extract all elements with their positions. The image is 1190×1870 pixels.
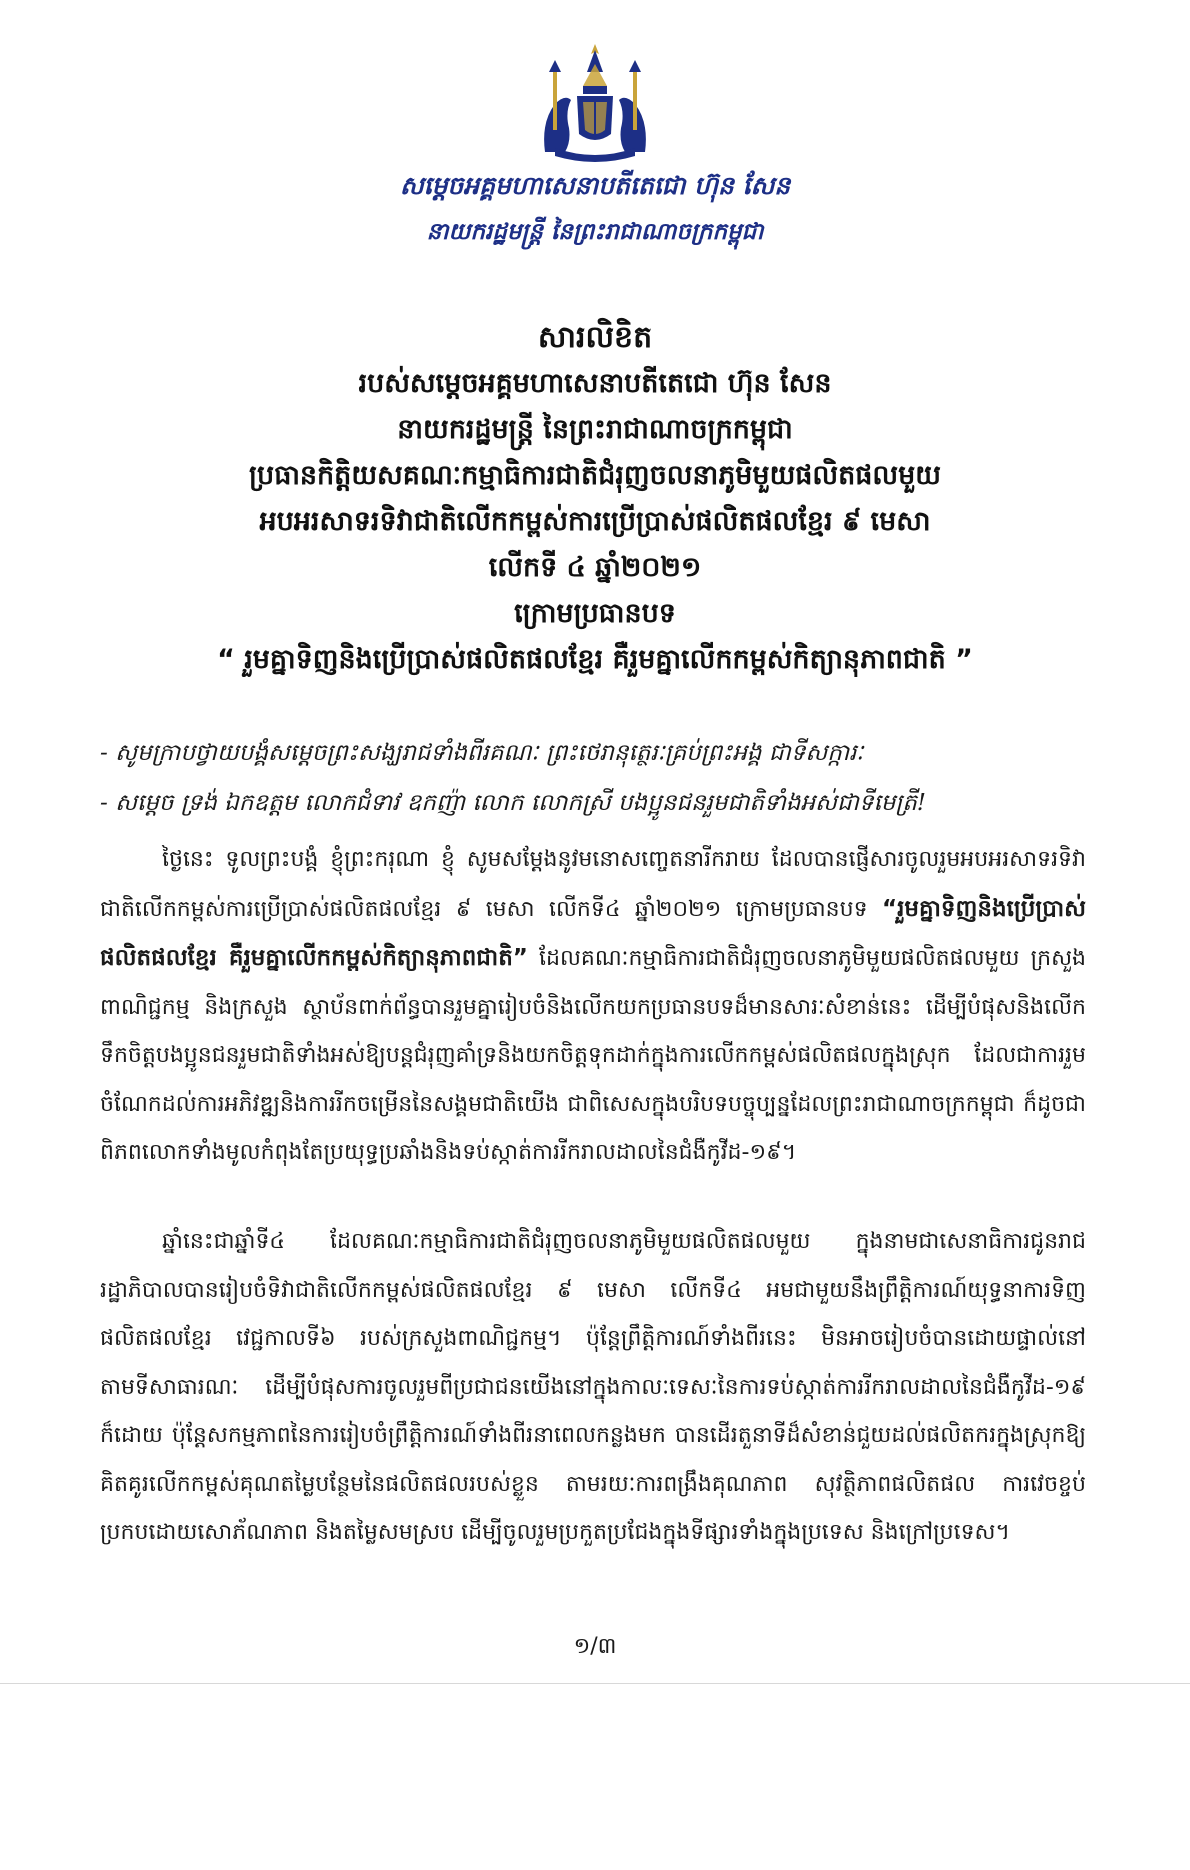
paragraph-theme-text: “រួមគ្នាទិញនិងប្រើប្រាស់ផលិតផលខ្មែរ គឺរួមគ្នាលើកកម្ពស់កិត្យានុភាពជាតិ”: [100, 895, 1086, 971]
title-line: ក្រោមប្រធានបទ: [514, 598, 676, 629]
page-bottom-divider: [0, 1683, 1190, 1684]
issuer-title: នាយករដ្ឋមន្ត្រី នៃព្រះរាជាណាចក្រកម្ពុជា: [426, 218, 764, 245]
title-line: អបអរសាទរទិវាជាតិលើកកម្ពស់ការប្រើប្រាស់ផលិតផលខ្មែរ ៩ មេសា: [259, 506, 931, 537]
page-number: ១/៣: [573, 1634, 617, 1659]
document-title: សារលិខិត: [537, 320, 653, 355]
title-line: របស់សម្តេចអគ្គមហាសេនាបតីតេជោ ហ៊ុន សែន: [358, 368, 832, 399]
body-paragraph: [100, 836, 1086, 1178]
issuer-name: សម្តេចអគ្គមហាសេនាបតីតេជោ ហ៊ុន សែន: [399, 171, 791, 200]
royal-emblem-icon: [525, 42, 665, 164]
theme-title-line: “ រួមគ្នាទិញនិងប្រើប្រាស់ផលិតផលខ្មែរ គឺរួមគ្នាលើកកម្ពស់កិត្យានុភាពជាតិ ”: [217, 644, 973, 675]
title-line: ប្រធានកិត្តិយសគណៈកម្មាធិការជាតិជំរុញចលនាភូមិមួយផលិតផលមួយ: [249, 460, 941, 491]
title-line: លើកទី ៤ ឆ្នាំ២០២១: [488, 552, 702, 583]
paragraph-text: ឆ្នាំនេះជាឆ្នាំទី៤ ដែលគណៈកម្មាធិការជាតិជំរុញចលនាភូមិមួយផលិតផលមួយ ក្នុងនាមជាសេនាធិការជូនរាជរដ្ឋាភិបាលបានរៀបចំទិវាជាតិលើកកម្ពស់ផលិតផលខ្មែរ ៩ មេសា លើកទី៤ អមជាមួយនឹងព្រឹត្តិការណ៍យុទ្ធនាការទិញផលិតផលខ្មែរ វេជ្ជកាលទី៦ របស់ក្រសួងពាណិជ្ជកម្ម។ ប៉ុន្តែព្រឹត្តិការណ៍ទាំងពីរនេះ មិនអាចរៀបចំបានដោយផ្ទាល់នៅតាមទីសាធារណៈ ដើម្បីបំផុសការចូលរួមពីប្រជាជនយើងនៅក្នុងកាលៈទេសៈនៃការទប់ស្កាត់ការរីករាលដាលនៃជំងឺកូវីដ-១៩ ក៏ដោយ ប៉ុន្តែសកម្មភាពនៃការរៀបចំព្រឹត្តិការណ៍ទាំងពីរនាពេលកន្លងមក បានដើរតួនាទីដ៏សំខាន់ជួយដល់ផលិតករក្នុងស្រុកឱ្យគិតគូរលើកកម្ពស់គុណតម្លៃបន្ថែមនៃផលិតផលរបស់ខ្លួន តាមរយៈការពង្រឹងគុណភាព សុវត្ថិភាពផលិតផល ការវេចខ្ចប់ប្រកបដោយសោភ័ណភាព និងតម្លៃសមស្រប ដើម្បីចូលរួមប្រកួតប្រជែងក្នុងទីផ្សារទាំងក្នុងប្រទេស និងក្រៅប្រទេស។: [100, 1229, 1086, 1545]
greetings-block: [100, 728, 1100, 828]
document-title-block: [120, 315, 1070, 683]
title-line: នាយករដ្ឋមន្ត្រី នៃព្រះរាជាណាចក្រកម្ពុជា: [397, 414, 793, 445]
greeting-line: - សម្តេច ទ្រង់ ឯកឧត្តម លោកជំទាវ ឧកញ៉ា លោក លោកស្រី បងប្អូនជនរួមជាតិទាំងអស់ជាទីមេត្រី!: [100, 790, 927, 816]
body-paragraph: [100, 1218, 1086, 1558]
greeting-line: - សូមក្រាបថ្វាយបង្គំសម្តេចព្រះសង្ឃរាជទាំងពីរគណៈ ព្រះថេរានុត្ថេរៈគ្រប់ព្រះអង្គ ជាទីសក្ការៈ: [100, 740, 864, 766]
paragraph-text: ដែលគណៈកម្មាធិការជាតិជំរុញចលនាភូមិមួយផលិតផលមួយ ក្រសួងពាណិជ្ជកម្ម និងក្រសួង ស្ថាប័នពាក់ព័ន្ធបានរួមគ្នារៀបចំនិងលើកយកប្រធានបទដ៏មានសារៈសំខាន់នេះ ដើម្បីបំផុសនិងលើកទឹកចិត្តបងប្អូនជនរួមជាតិទាំងអស់ឱ្យបន្តជំរុញគាំទ្រនិងយកចិត្តទុកដាក់ក្នុងការលើកកម្ពស់ផលិតផលក្នុងស្រុក ដែលជាការរួមចំណែកដល់ការអភិវឌ្ឍនិងការរីកចម្រើននៃសង្គមជាតិយើង ជាពិសេសក្នុងបរិបទបច្ចុប្បន្នដែលព្រះរាជាណាចក្រកម្ពុជា ក៏ដូចជាពិភពលោកទាំងមូលកំពុងតែប្រយុទ្ធប្រឆាំងនិងទប់ស្កាត់ការរីករាលដាលនៃជំងឺកូវីដ-១៩។: [100, 946, 1086, 1165]
paragraph-text: ថ្ងៃនេះ ទូលព្រះបង្គំ ខ្ញុំព្រះករុណា ខ្ញុំ សូមសម្តែងនូវមនោសញ្ចេតនារីករាយ ដែលបានផ្ញើសារចូលរួមអបអរសាទរទិវាជាតិលើកកម្ពស់ការប្រើប្រាស់ផលិតផលខ្មែរ ៩ មេសា លើកទី៤ ឆ្នាំ២០២១ ក្រោមប្រធានបទ: [100, 847, 1086, 922]
